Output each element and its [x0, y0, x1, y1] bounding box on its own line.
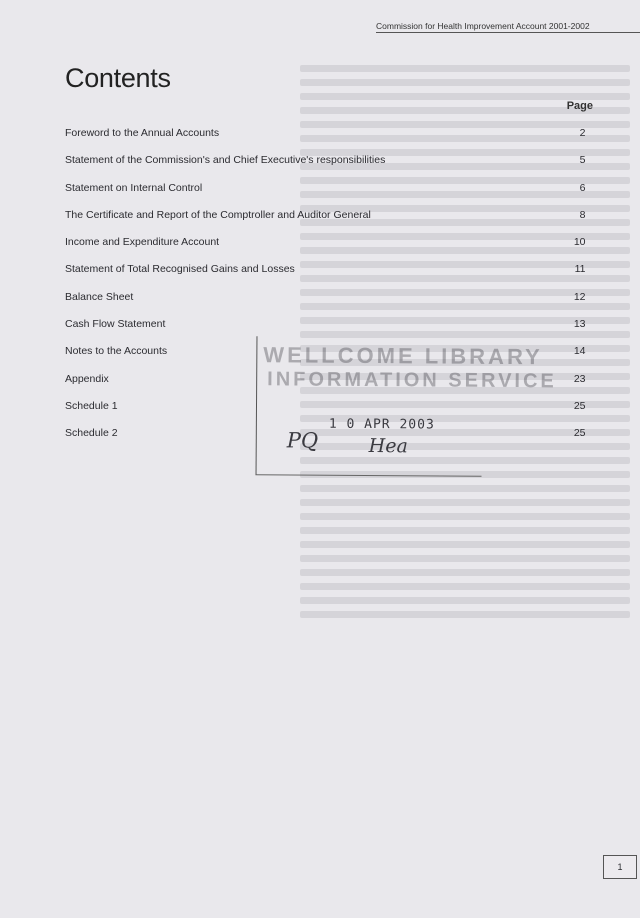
- page-column-heading: Page: [566, 100, 593, 112]
- library-received-stamp: [256, 336, 557, 477]
- toc-entry-page: 2: [579, 127, 586, 139]
- stamp-library-name: WELLCOME LIBRARY: [263, 342, 543, 370]
- toc-entry-page: 12: [573, 290, 586, 303]
- stamp-service-name: INFORMATION SERVICE: [267, 368, 557, 393]
- toc-entry-label: Statement on Internal Control: [65, 181, 203, 194]
- header-rule: [376, 32, 640, 33]
- toc-entry[interactable]: [65, 229, 585, 256]
- toc-entry[interactable]: [65, 175, 585, 202]
- toc-entry-label: Foreword to the Annual Accounts: [65, 127, 220, 139]
- toc-entry-label: Statement of Total Recognised Gains and Losses: [65, 263, 295, 276]
- toc-entry-page: 10: [573, 236, 586, 249]
- handwritten-code: PQ: [286, 428, 319, 453]
- toc-entry-label: Balance Sheet: [65, 290, 134, 303]
- toc-entry[interactable]: [65, 147, 585, 174]
- toc-entry-label: Appendix: [65, 372, 109, 385]
- page-number-box: 1: [603, 855, 637, 879]
- toc-entry[interactable]: [65, 256, 585, 283]
- toc-entry-label: Schedule 2: [65, 427, 118, 440]
- toc-entry-label: Income and Expenditure Account: [65, 236, 220, 249]
- toc-entry-page: 14: [573, 345, 586, 358]
- toc-entry-page: 6: [579, 181, 586, 194]
- toc-entry-label: Notes to the Accounts: [65, 345, 168, 358]
- stamp-date: 1 0 APR 2003: [328, 416, 435, 433]
- toc-entry-page: 13: [573, 318, 586, 331]
- toc-entry-label: The Certificate and Report of the Comptroller and Auditor General: [65, 208, 371, 221]
- toc-entry-page: 25: [573, 427, 586, 440]
- toc-entry[interactable]: [65, 284, 585, 311]
- toc-entry-page: 8: [579, 208, 586, 221]
- page-title: Contents: [65, 63, 171, 93]
- toc-entry-page: 25: [573, 399, 586, 412]
- toc-entry-label: Cash Flow Statement: [65, 318, 166, 331]
- toc-entry-label: Statement of the Commission's and Chief Executive's responsibilities: [65, 154, 386, 167]
- handwritten-code-suffix: Hea: [368, 434, 408, 458]
- toc-entry-label: Schedule 1: [65, 399, 118, 412]
- toc-entry[interactable]: [65, 311, 585, 338]
- toc-entry[interactable]: [65, 202, 585, 229]
- running-header: Commission for Health Improvement Account 2001-2002: [376, 21, 590, 31]
- toc-entry[interactable]: [65, 120, 585, 147]
- toc-entry-page: 5: [579, 154, 586, 167]
- toc-entry-page: 23: [573, 372, 586, 385]
- toc-entry-page: 11: [574, 263, 586, 276]
